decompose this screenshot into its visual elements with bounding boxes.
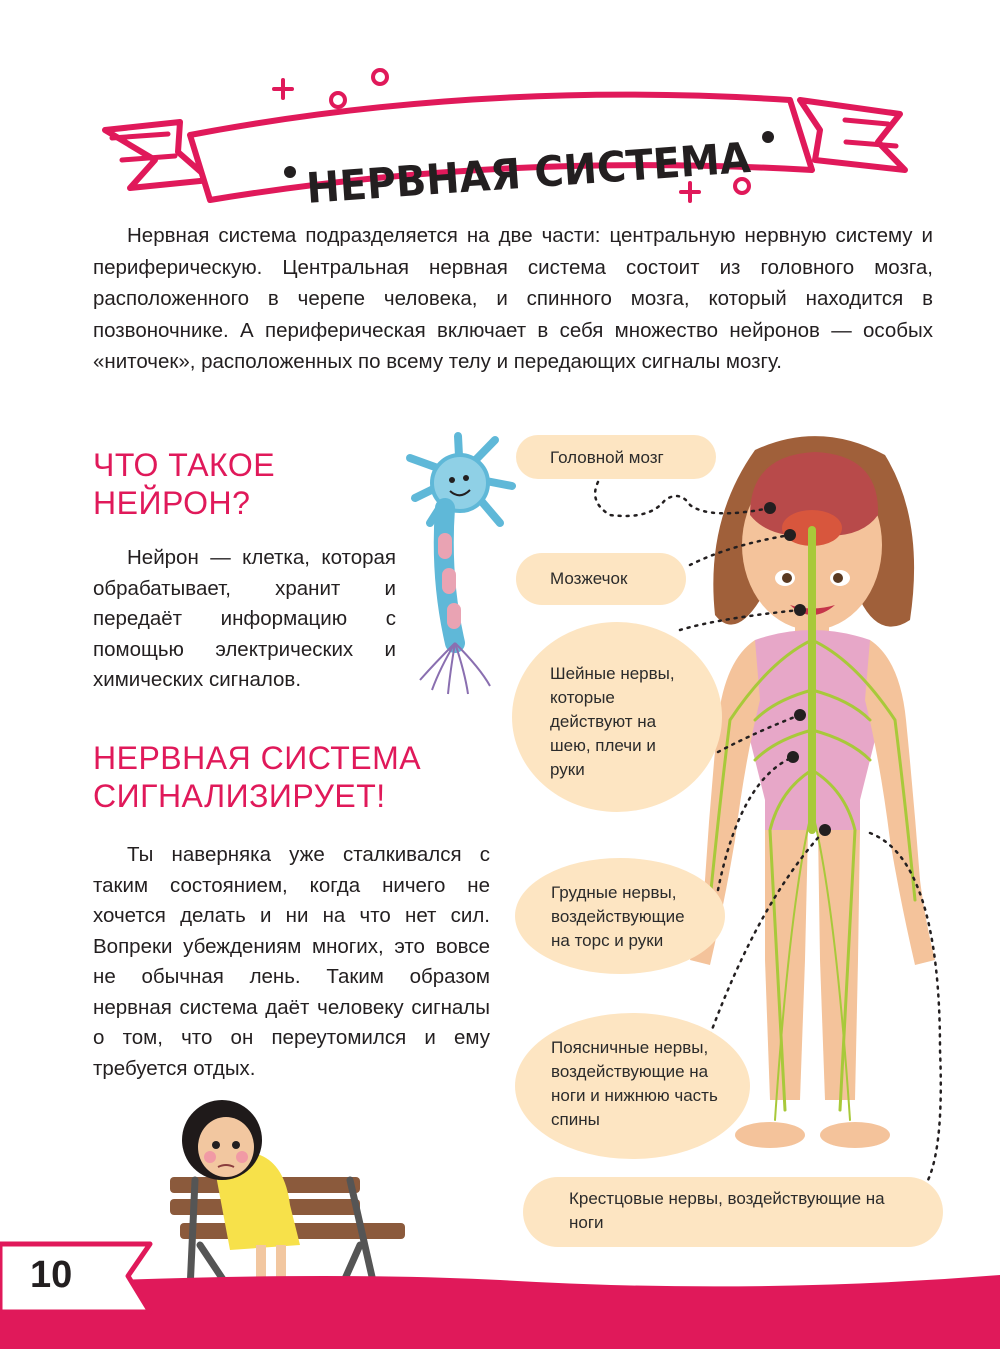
label-sacral-text: Крестцовые нервы, воздействующие на ноги bbox=[569, 1189, 885, 1232]
label-cerebellum bbox=[516, 553, 686, 605]
label-brain-text: Головной мозг bbox=[550, 448, 664, 467]
neuron-text: Нейрон — клетка, которая обрабатывает, хранит и передаёт информацию с помощью электрических и химических сигналов. bbox=[93, 546, 396, 691]
signals-heading-line1: НЕРВНАЯ СИСТЕМА bbox=[93, 740, 422, 776]
bottom-band bbox=[0, 1230, 1000, 1349]
signals-text: Ты наверняка уже сталкивался с таким состоянием, когда ничего не хочется делать и ни на что нет сил. Вопреки убеждениям многих, это вовсе не обычная лень. Таким образом нервная система даёт человеку сигналы о том, что он переутомился и ему требуется отдых. bbox=[93, 843, 490, 1080]
label-lumbar bbox=[515, 1013, 750, 1159]
label-cervical-text: Шейные нервы, которые действуют на шею, плечи и руки bbox=[550, 664, 675, 779]
page-title: НЕРВНАЯ СИСТЕМА bbox=[304, 131, 777, 213]
neuron-heading-line1: ЧТО ТАКОЕ bbox=[93, 447, 276, 483]
label-cervical bbox=[512, 622, 722, 812]
intro-text: Нервная система подразделяется на две части: центральную нервную систему и периферическую. Центральная нервная система состоит из головного мозга, расположенного в черепе человека, и спинного мозга, который находится в позвоночнике. А периферическая включает в себя множество нейронов — особых «ниточек», расположенных по всему телу и передающих сигналы мозгу. bbox=[93, 224, 933, 373]
label-thoracic bbox=[515, 858, 725, 974]
signals-heading-line2: СИГНАЛИЗИРУЕТ! bbox=[93, 778, 386, 814]
label-lumbar-text: Поясничные нервы, воздействующие на ноги и нижнюю часть спины bbox=[551, 1038, 718, 1129]
label-thoracic-text: Грудные нервы, воздействующие на торс и руки bbox=[551, 883, 685, 950]
label-brain bbox=[516, 435, 716, 479]
page-number: 10 bbox=[30, 1254, 73, 1296]
neuron-heading-line2: НЕЙРОН? bbox=[93, 485, 251, 521]
label-cerebellum-text: Мозжечок bbox=[550, 569, 628, 588]
